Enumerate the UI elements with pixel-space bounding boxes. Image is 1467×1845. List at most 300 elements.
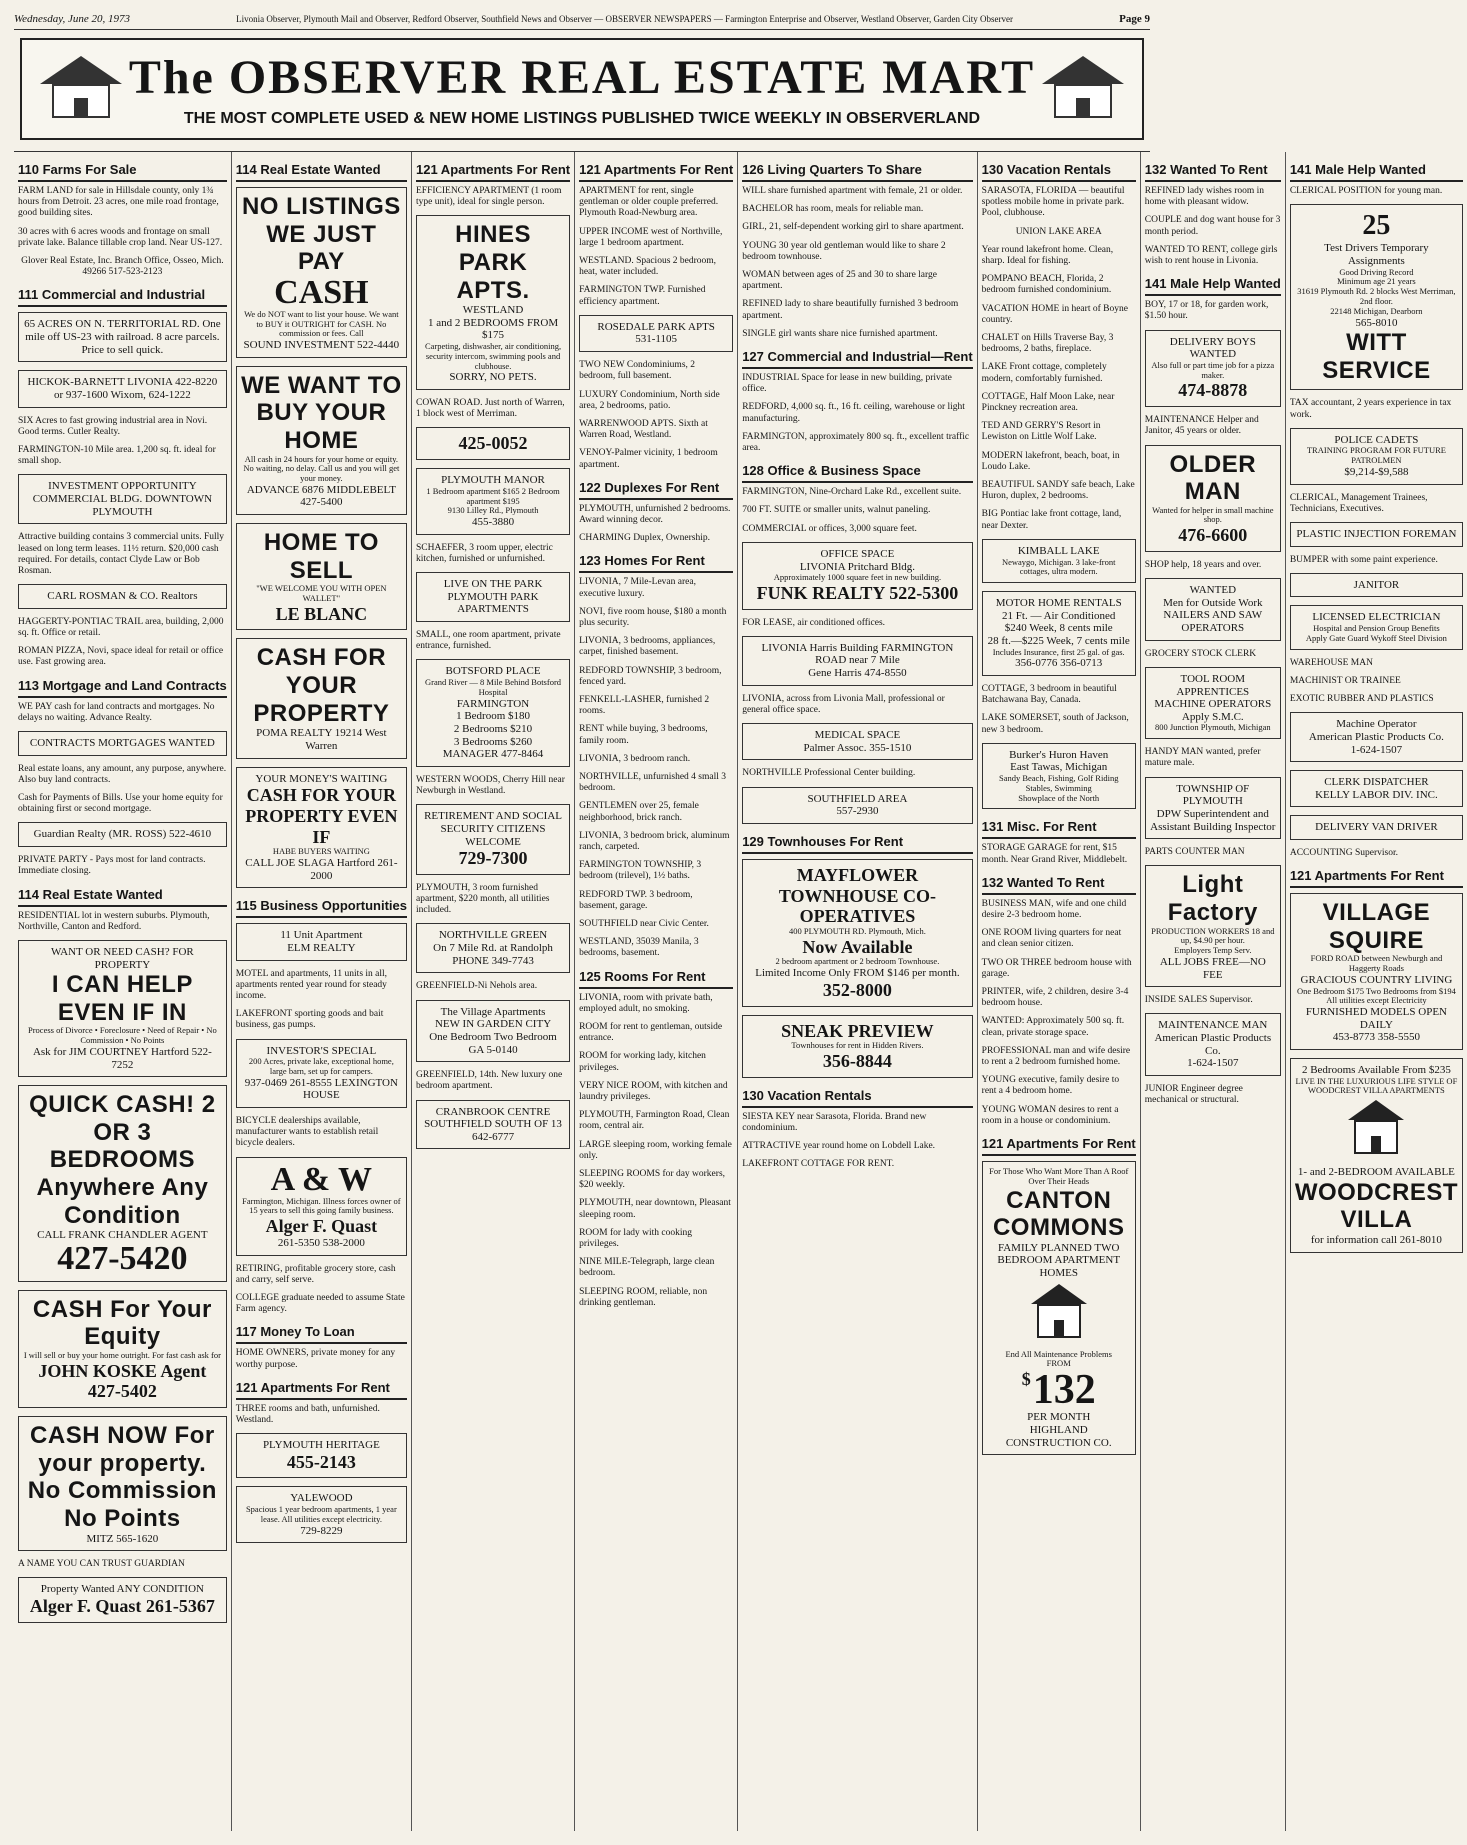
classified-ad <box>742 542 972 610</box>
ad-headline: WOODCREST VILLA <box>1294 1178 1458 1234</box>
classified-ad <box>236 366 407 515</box>
ad-contact: SOUTHFIELD SOUTH OF 13 642-6777 <box>424 1118 562 1143</box>
ad-headline: 25 <box>1362 210 1391 242</box>
ad-headline: CASH FOR YOUR PROPERTY <box>253 644 390 727</box>
column-2 <box>232 152 412 1831</box>
section-heading: 115 Business Opportunities <box>236 896 407 918</box>
classified-ad: ATTRACTIVE year round home on Lobdell Lake. <box>742 1141 936 1152</box>
ad-body: American Plastic Products Co. <box>1154 1032 1272 1057</box>
ad-contact: ELM REALTY <box>287 941 356 954</box>
ad-body: FORD ROAD between Newburgh and Haggerty Roads <box>1310 953 1443 974</box>
ad-headline: WANTED <box>1189 584 1237 597</box>
ad-body: For Those Who Want More Than A Roof Over Their Heads <box>989 1166 1129 1186</box>
classified-ad: YOUNG 30 year old gentleman would like to share 2 bedroom townhouse. <box>742 240 946 262</box>
classified-ad: SLEEPING ROOM, reliable, non drinking gentleman. <box>579 1286 708 1308</box>
ad-headline: 11 Unit Apartment <box>280 929 363 942</box>
ad-body: 22148 Michigan, Dearborn <box>1330 305 1423 316</box>
classified-ad <box>236 923 407 960</box>
ad-contact: 261-5350 538-2000 <box>277 1236 365 1249</box>
ad-headline: HINES PARK APTS. <box>455 221 531 304</box>
ad-body: 28 ft.—$225 Week, 7 cents mile <box>987 634 1130 647</box>
classified-ad: REDFORD TOWNSHIP, 3 bedroom, fenced yard. <box>579 665 722 687</box>
ad-headline: The Village Apartments <box>440 1005 546 1018</box>
ad-body: 2 Bedrooms $210 <box>453 722 533 735</box>
classified-ad: COMMERCIAL or offices, 3,000 square feet. <box>742 523 917 534</box>
ad-headline: MOTOR HOME RENTALS <box>995 597 1122 610</box>
masthead-title: The OBSERVER REAL ESTATE MART <box>128 51 1036 104</box>
classified-ad: SIESTA KEY near Sarasota, Florida. Brand new condominium. <box>742 1111 927 1133</box>
ad-headline: CASH NOW For your property. No Commission No Points <box>27 1422 217 1532</box>
classified-ad <box>1290 605 1463 649</box>
house-icon <box>1295 1100 1458 1162</box>
section-heading: 132 Wanted To Rent <box>1145 160 1281 182</box>
ad-body: One Bedroom $175 Two Bedrooms from $194 <box>1296 985 1456 996</box>
classified-ad: NOVI, five room house, $180 a month plus security. <box>579 606 727 628</box>
classified-ad <box>236 1157 407 1256</box>
ad-contact: HIGHLAND CONSTRUCTION CO. <box>1005 1423 1112 1449</box>
classified-ad <box>416 468 570 535</box>
ad-headline: Light Factory <box>1167 871 1258 926</box>
classified-ad <box>416 659 570 766</box>
ad-headline: NO LISTINGS WE JUST PAY <box>241 193 401 276</box>
classified-ad <box>742 636 972 686</box>
classified-ad: BIG Pontiac lake front cottage, land, near Dexter. <box>981 509 1122 531</box>
classified-ad: BICYCLE dealerships available, manufacturer wants to establish retail bicycle dealers. <box>235 1116 379 1149</box>
ad-contact: Alger F. Quast <box>265 1216 378 1237</box>
ad-body: 9130 Lilley Rd., Plymouth <box>447 505 539 516</box>
classified-ad: CHARMING Duplex, Ownership. <box>579 533 710 544</box>
classified-ad: SARASOTA, FLORIDA — beautiful spotless mobile home in private park. Pool, clubhouse. <box>981 186 1125 219</box>
classified-ad: 65 ACRES ON N. TERRITORIAL RD. One mile off US-23 with railroad. 8 acre parcels. Price to sell quick. <box>18 312 227 362</box>
ad-headline: DELIVERY BOYS WANTED <box>1169 335 1256 361</box>
classified-ad: SIX Acres to fast growing industrial area in Novi. Good terms. Cutler Realty. <box>18 415 208 437</box>
classified-ad: SMALL, one room apartment, private entrance, furnished. <box>415 630 561 652</box>
classified-ad: Cash for Payments of Bills. Use your home equity for obtaining first or second mortgage. <box>18 793 223 815</box>
ad-body: End All Maintenance Problems <box>1005 1348 1112 1359</box>
classified-ad: ACCOUNTING Supervisor. <box>1289 848 1399 859</box>
classified-ad: VACATION HOME in heart of Boyne country. <box>981 303 1128 325</box>
classified-ad: HAGGERTY-PONTIAC TRAIL area, building, 2,000 sq. ft. Office or retail. <box>18 616 224 639</box>
column-3 <box>412 152 575 1831</box>
classified-ad <box>1145 777 1281 840</box>
ad-contact: 565-8010 <box>1355 316 1398 329</box>
classified-ad: FARMINGTON, Nine-Orchard Lake Rd., excellent suite. <box>742 487 962 498</box>
classified-ad <box>18 1416 227 1551</box>
ad-contact: JOHN KOSKE Agent 427-5402 <box>38 1360 207 1402</box>
ad-body: PRODUCTION WORKERS 18 and up, $4.90 per hour. <box>1151 925 1275 946</box>
ad-body: Apply S.M.C. <box>1181 710 1244 723</box>
classified-ad: GREENFIELD, 14th. New luxury one bedroom apartment. <box>415 1070 563 1092</box>
classified-ad <box>236 1486 407 1543</box>
classified-ad <box>236 1433 407 1478</box>
classified-ad: TWO NEW Condominiums, 2 bedroom, full basement. <box>579 360 696 382</box>
ad-headline: GRACIOUS COUNTRY LIVING <box>1300 973 1453 986</box>
classified-ad: FARMINGTON TOWNSHIP, 3 bedroom (trilevel), 1½ baths. <box>579 860 702 882</box>
ad-body: DPW Superintendent and Assistant Building Inspector <box>1150 807 1276 833</box>
ad-body: Farmington, Michigan. Illness forces owner of 15 years to sell this going family business. <box>242 1195 401 1216</box>
ad-headline: CLERK DISPATCHER <box>1324 776 1429 789</box>
ad-contact: 476-6600 <box>1178 525 1248 546</box>
section-heading: 141 Male Help Wanted <box>1145 274 1281 296</box>
classified-ad: FENKELL-LASHER, furnished 2 rooms. <box>579 694 710 717</box>
ad-body: American Plastic Products Co. <box>1308 730 1444 743</box>
classified-ad: WAREHOUSE MAN <box>1289 657 1373 668</box>
ad-contact: 557-2930 <box>836 805 879 818</box>
classified-ad <box>1145 1013 1281 1076</box>
house-icon <box>987 1284 1131 1346</box>
section-heading: 121 Apartments For Rent <box>579 160 733 182</box>
classified-ad: SLEEPING ROOMS for day workers, $20 weekly. <box>579 1169 726 1191</box>
section-heading: 113 Mortgage and Land Contracts <box>18 676 227 698</box>
ad-headline: Property Wanted ANY CONDITION <box>40 1583 204 1596</box>
classified-ad: WESTLAND, 35039 Manila, 3 bedrooms, basement. <box>579 937 699 959</box>
classified-ad <box>236 1039 407 1108</box>
classified-ad <box>982 591 1136 676</box>
classified-ad: GIRL, 21, self-dependent working girl to share apartment. <box>742 222 964 233</box>
classified-ad: REDFORD TWP. 3 bedroom, basement, garage. <box>579 889 693 911</box>
ad-headline: CANTON COMMONS <box>992 1186 1125 1242</box>
classified-ad: BOY, 17 or 18, for garden work, $1.50 hour. <box>1144 300 1269 322</box>
ad-body: SORRY, NO PETS. <box>449 371 537 384</box>
classified-ad <box>416 1100 570 1150</box>
ad-headline: A & W <box>270 1160 373 1198</box>
classified-ad: Guardian Realty (MR. ROSS) 522-4610 <box>18 822 227 847</box>
classified-ad <box>1145 865 1281 987</box>
classified-ad: LAKEFRONT COTTAGE FOR RENT. <box>742 1159 895 1170</box>
ad-headline: LIVONIA Harris Building FARMINGTON ROAD near 7 Mile <box>761 641 954 667</box>
classified-ad: 700 FT. SUITE or smaller units, walnut paneling. <box>742 505 931 516</box>
classified-ad <box>416 215 570 390</box>
ad-headline: OFFICE SPACE <box>820 547 895 560</box>
section-heading: 129 Townhouses For Rent <box>742 832 972 854</box>
classified-ad <box>982 539 1136 583</box>
column-7 <box>1141 152 1286 1831</box>
ad-headline: I CAN HELP EVEN IF IN <box>51 971 193 1026</box>
section-heading: 122 Duplexes For Rent <box>579 478 733 500</box>
classified-ad: LIVONIA, 3 bedrooms, appliances, carpet, finished basement. <box>579 636 716 658</box>
classified-ad: RENT while buying, 3 bedrooms, family room. <box>579 724 708 746</box>
ad-body: PER MONTH <box>1027 1411 1091 1424</box>
ad-body: Apply Gate Guard Wykoff Steel Division <box>1305 632 1447 643</box>
classified-ad <box>742 1015 972 1078</box>
classified-ad <box>416 923 570 973</box>
section-heading: 114 Real Estate Wanted <box>236 160 407 182</box>
section-heading: 110 Farms For Sale <box>18 160 227 182</box>
ad-body: HABE BUYERS WAITING <box>272 846 370 857</box>
classified-ad <box>742 723 972 760</box>
classified-ad: HOME OWNERS, private money for any worthy purpose. <box>235 1348 396 1370</box>
classified-ad: PARTS COUNTER MAN <box>1144 847 1245 858</box>
section-heading: 130 Vacation Rentals <box>982 160 1136 182</box>
ad-phone: 425-0052 <box>458 433 528 454</box>
classified-ad: EFFICIENCY APARTMENT (1 room type unit), ideal for single person. <box>415 186 562 208</box>
classified-ad: FOR LEASE, air conditioned offices. <box>742 617 886 628</box>
classified-ad <box>1290 1058 1463 1253</box>
classified-ad: CHALET on Hills Traverse Bay, 3 bedrooms, 2 baths, fireplace. <box>981 333 1114 355</box>
classified-ad: WILL share furnished apartment with female, 21 or older. <box>742 186 963 196</box>
ad-body: Carpeting, dishwasher, air conditioning, security intercom, swimming pools and clubhouse. <box>424 341 562 371</box>
classified-ad: APARTMENT for rent, single gentleman or older couple preferred. Plymouth Road-Newburg area. <box>579 186 719 219</box>
classified-ad <box>982 1161 1136 1455</box>
classified-ad: INSIDE SALES Supervisor. <box>1144 995 1253 1006</box>
section-heading: 121 Apartments For Rent <box>982 1134 1136 1156</box>
classified-ad: WESTLAND. Spacious 2 bedroom, heat, water included. <box>579 256 717 278</box>
classified-ad <box>1290 204 1463 390</box>
classified-ad: WANTED TO RENT, college girls wish to rent house in Livonia. <box>1144 244 1278 267</box>
ad-headline: YOUR MONEY'S WAITING <box>255 772 388 785</box>
ad-contact: 1-624-1507 <box>1350 743 1403 756</box>
ad-body: 21 Ft. — Air Conditioned <box>1002 609 1116 622</box>
classified-ad: BACHELOR has room, meals for reliable man. <box>742 204 924 215</box>
ad-body: Newaygo, Michigan. 3 lake-front cottages, ultra modern. <box>1001 556 1116 577</box>
classified-ad: JUNIOR Engineer degree mechanical or structural. <box>1144 1083 1243 1106</box>
date: Wednesday, June 20, 1973 <box>14 12 130 25</box>
classified-ad <box>1290 712 1463 762</box>
classified-ad: SHOP help, 18 years and over. <box>1144 559 1262 570</box>
classified-ad: YOUNG executive, family desire to rent a 4 bedroom home. <box>981 1075 1120 1097</box>
classified-ad: GENTLEMEN over 25, female neighborhood, brick ranch. <box>579 801 699 823</box>
classified-ad <box>236 638 407 758</box>
section-heading: 132 Wanted To Rent <box>982 873 1136 895</box>
ad-body: "WE WELCOME YOU WITH OPEN WALLET" <box>256 583 387 604</box>
classified-ad: STORAGE GARAGE for rent, $15 month. Near Grand River, Middlebelt. <box>981 843 1128 865</box>
classified-ad: MODERN lakefront, beach, boat, in Loudo Lake. <box>981 450 1120 472</box>
ad-body: East Tawas, Michigan <box>1010 761 1108 774</box>
ad-headline: HOME TO SELL <box>263 529 379 584</box>
ad-headline: RETIREMENT AND SOCIAL SECURITY CITIZENS WELCOME <box>424 810 562 848</box>
ad-body: Good Driving Record <box>1339 266 1414 277</box>
ad-headline: CASH For Your Equity <box>32 1295 212 1351</box>
classified-ad <box>18 1577 227 1622</box>
classified-ad <box>416 1000 570 1063</box>
classified-ad: ROOM for rent to gentleman, outside entrance. <box>579 1022 723 1044</box>
ad-body: TRAINING PROGRAM FOR FUTURE PATROLMEN <box>1306 445 1446 466</box>
ad-headline: NEW IN GARDEN CITY <box>434 1018 552 1031</box>
classified-ad: REFINED lady wishes room in home with pleasant widow. <box>1144 186 1265 208</box>
classified-ad: A NAME YOU CAN TRUST GUARDIAN <box>18 1559 185 1570</box>
classified-ad <box>18 1290 227 1408</box>
section-heading: 123 Homes For Rent <box>579 551 733 573</box>
ad-contact: 453-8773 358-5550 <box>1332 1031 1420 1044</box>
ad-headline: NORTHVILLE GREEN <box>438 929 548 942</box>
classified-ad <box>982 743 1136 810</box>
ad-headline: BOTSFORD PLACE <box>445 665 541 678</box>
section-heading: 111 Commercial and Industrial <box>18 285 227 307</box>
ad-headline: Now Available <box>802 936 913 957</box>
section-heading: 128 Office & Business Space <box>742 461 972 483</box>
section-heading: 117 Money To Loan <box>236 1322 407 1344</box>
classified-ad: RETIRING, profitable grocery store, cash and carry, self serve. <box>235 1263 396 1285</box>
ad-body: Employers Temp Serv. <box>1174 945 1252 956</box>
classified-ad: ROOM for lady with cooking privileges. <box>579 1227 693 1250</box>
classified-ad: RESIDENTIAL lot in western suburbs. Plymouth, Northville, Canton and Redford. <box>18 910 210 932</box>
ad-body: We do NOT want to list your house. We want to BUY it OUTRIGHT for CASH. No commission or fees. Call <box>244 308 399 339</box>
classified-ad <box>579 315 733 352</box>
ad-body: 1 and 2 BEDROOMS FROM $175 <box>427 316 559 342</box>
classified-ad: ROOM for working lady, kitchen privileges. <box>579 1051 706 1073</box>
page-number: Page 9 <box>1119 12 1150 25</box>
classified-ad: PROFESSIONAL man and wife desire to rent a 2 bedroom furnished home. <box>981 1045 1131 1068</box>
classified-ad: DELIVERY VAN DRIVER <box>1290 815 1463 840</box>
classified-ad: CARL ROSMAN & CO. Realtors <box>18 584 227 609</box>
classified-ad <box>236 767 407 889</box>
ad-headline: MAYFLOWER TOWNHOUSE CO-OPERATIVES <box>778 864 937 927</box>
section-heading: 121 Apartments For Rent <box>416 160 570 182</box>
ad-body: Includes Insurance, first 25 gal. of gas. <box>992 646 1125 657</box>
ad-body: 400 PLYMOUTH RD. Plymouth, Mich. <box>789 925 926 936</box>
top-line <box>14 8 1150 30</box>
classified-ad: REFINED lady to share beautifully furnished 3 bedroom apartment. <box>742 299 959 321</box>
classified-ad: BUSINESS MAN, wife and one child desire 2-3 bedroom home. <box>981 898 1127 921</box>
ad-contact: 352-8000 <box>822 979 892 1000</box>
ad-body: 3 Bedrooms $260 <box>453 735 533 748</box>
ad-body: All utilities except Electricity <box>1326 995 1427 1006</box>
ad-body: Showplace of the North <box>1018 792 1100 803</box>
ad-body: 1- and 2-BEDROOM AVAILABLE <box>1297 1166 1455 1179</box>
classified-ad: COLLEGE graduate needed to assume State Farm agency. <box>235 1292 405 1315</box>
ad-contact: 455-2143 <box>286 1451 356 1472</box>
ad-body: Grand River — 8 Mile Behind Botsford Hospital <box>425 677 562 697</box>
ad-headline: ROSEDALE PARK APTS <box>597 320 715 333</box>
classified-ad <box>236 187 407 358</box>
classified-ad: GREENFIELD-Ni Nehols area. <box>415 981 538 992</box>
ad-contact: POMA REALTY 19214 West Warren <box>256 727 387 752</box>
classified-ad: LARGE sleeping room, working female only. <box>579 1139 732 1161</box>
ad-contact: 474-8878 <box>1178 380 1248 401</box>
classified-ad: COTTAGE, Half Moon Lake, near Pinckney recreation area. <box>981 391 1115 414</box>
price-amount: 132 <box>1032 1367 1096 1414</box>
ad-headline: TOOL ROOM APPRENTICES MACHINE OPERATORS <box>1154 672 1272 711</box>
ad-body: Minimum age 21 years <box>1337 276 1416 287</box>
ad-headline: SOUTHFIELD AREA <box>807 792 908 805</box>
ad-headline: LIVONIA Pritchard Bldg. <box>799 560 916 573</box>
classified-ad: CLERICAL POSITION for young man. <box>1289 186 1443 196</box>
ad-headline: FURNISHED MODELS OPEN DAILY <box>1305 1006 1447 1031</box>
classified-ad: REDFORD, 4,000 sq. ft., 16 ft. ceiling, warehouse or light manufacturing. <box>742 402 965 424</box>
classified-ad: PLASTIC INJECTION FOREMAN <box>1290 522 1463 547</box>
ad-contact: 937-0469 261-8555 LEXINGTON HOUSE <box>244 1076 398 1102</box>
ad-headline: YALEWOOD <box>290 1492 353 1505</box>
ad-contact: Ask for JIM COURTNEY Hartford 522-7252 <box>32 1045 212 1071</box>
ad-headline: NAILERS AND SAW OPERATORS <box>1163 609 1263 635</box>
ad-headline: CASH <box>274 273 369 311</box>
classified-ad: INDUSTRIAL Space for lease in new building, private office. <box>742 373 952 395</box>
classified-ad: LAKE Front cottage, completely modern, comfortably furnished. <box>981 362 1107 384</box>
classified-ad: 30 acres with 6 acres woods and frontage on small private lake. Balance tillable crop land. Near US-127. <box>18 226 223 248</box>
classified-ad: LAKEFRONT sporting goods and bait business, gas pumps. <box>235 1009 384 1031</box>
classified-ad: LUXURY Condominium, North side area, 2 bedrooms, patio. <box>579 389 720 411</box>
classified-ad: PLYMOUTH, 3 room furnished apartment, $220 month, all utilities included. <box>415 882 550 916</box>
ad-contact: SOUND INVESTMENT 522-4440 <box>243 339 400 352</box>
section-heading: 126 Living Quarters To Share <box>742 160 972 182</box>
section-heading: 127 Commercial and Industrial—Rent <box>742 347 972 369</box>
ad-contact: 531-1105 <box>635 333 678 346</box>
ad-contact: PHONE 349-7743 <box>452 954 534 967</box>
ad-headline: SNEAK PREVIEW <box>781 1020 934 1041</box>
classified-ad: NORTHVILLE Professional Center building. <box>742 768 916 779</box>
column-8 <box>1286 152 1467 1831</box>
classified-ad <box>742 859 972 1007</box>
ad-headline: WITT SERVICE <box>1322 329 1431 384</box>
classified-ad: ONE ROOM living quarters for neat and clean senior citizen. <box>981 928 1122 950</box>
ad-contact: 455-3880 <box>471 516 515 529</box>
classified-ad: LIVONIA, 3 bedroom ranch. <box>579 753 691 764</box>
ad-contact: 1-624-1507 <box>1187 1057 1239 1070</box>
classified-ad <box>1145 667 1281 739</box>
ad-contact: CALL JOE SLAGA Hartford 261-2000 <box>245 857 398 882</box>
classified-ad: TED AND GERRY'S Resort in Lewiston on Little Wolf Lake. <box>981 421 1101 443</box>
ad-headline: VILLAGE SQUIRE <box>1322 899 1431 954</box>
classified-ad <box>1145 445 1281 552</box>
classified-ad: MOTEL and apartments, 11 units in all, apartments rented year round for steady income. <box>235 968 388 1001</box>
classified-ad: COTTAGE, 3 bedroom in beautiful Batchawana Bay, Canada. <box>981 684 1117 706</box>
ad-body: Approximately 1000 square feet in new building. <box>773 572 942 583</box>
classified-ad: Real estate loans, any amount, any purpose, anywhere. Also buy land contracts. <box>18 763 227 785</box>
ad-body: LIVE IN THE LUXURIOUS LIFE STYLE OF WOODCREST VILLA APARTMENTS <box>1295 1075 1458 1096</box>
classified-ad: PLYMOUTH, near downtown, Pleasant sleeping room. <box>579 1198 731 1220</box>
classified-ad: LIVONIA, 7 Mile-Levan area, executive luxury. <box>579 577 696 599</box>
classified-ad: COUPLE and dog want house for 3 month period. <box>1144 215 1281 237</box>
classified-ad: LIVONIA, across from Livonia Mall, professional or general office space. <box>742 693 945 715</box>
classified-ad: WANTED: Approximately 500 sq. ft. clean, private storage space. <box>981 1016 1125 1038</box>
classified-ad: JANITOR <box>1290 573 1463 598</box>
ad-headline: POLICE CADETS <box>1334 433 1419 446</box>
ad-contact: MANAGER 477-8464 <box>442 748 544 761</box>
classified-ad: NORTHVILLE, unfurnished 4 small 3 bedroom. <box>579 771 727 794</box>
classified-ad: SOUTHFIELD near Civic Center. <box>579 919 709 930</box>
classified-ad: LIVONIA, room with private bath, employed adult, no smoking. <box>579 992 713 1014</box>
classified-ad: HANDY MAN wanted, prefer mature male. <box>1144 747 1261 769</box>
classified-ad <box>742 787 972 824</box>
ad-headline: CASH FOR YOUR PROPERTY EVEN IF <box>245 785 398 847</box>
classified-ad: PLYMOUTH, Farmington Road, Clean room, central air. <box>579 1110 730 1132</box>
classified-ad: CLERICAL, Management Trainees, Technicians, Executives. <box>1289 492 1428 514</box>
classified-ad <box>18 1085 227 1282</box>
ad-headline: TOWNSHIP OF PLYMOUTH <box>1176 782 1250 808</box>
ad-body: $9,214-$9,588 <box>1344 465 1409 478</box>
classified-ad <box>416 804 570 875</box>
classified-ad: ROMAN PIZZA, Novi, space ideal for retail or office use. Fast growing area. <box>18 646 224 668</box>
classified-ad: WOMAN between ages of 25 and 30 to share large apartment. <box>742 270 937 292</box>
ad-headline: 2 Bedrooms Available From $235 <box>1301 1064 1451 1077</box>
classified-ad: FARM LAND for sale in Hillsdale county, only 1¾ hours from Detroit. 23 acres, one mile road frontage, good building sites. <box>18 186 219 219</box>
ad-contact: MITZ 565-1620 <box>86 1532 159 1545</box>
classified-ad: Attractive building contains 3 commercial units. Fully leased on long term leases. 11½ return. $20,000 cash required. For details, contact Clyde Law or Bob Rosman. <box>18 532 225 576</box>
classified-ad <box>1290 428 1463 485</box>
ad-body: ALL JOBS FREE—NO FEE <box>1159 955 1266 981</box>
classified-ad: LIVE ON THE PARK PLYMOUTH PARK APARTMENTS <box>416 572 570 622</box>
classified-ad: VENOY-Palmer vicinity, 1 bedroom apartment. <box>579 448 718 470</box>
ad-headline: KIMBALL LAKE <box>1017 544 1100 557</box>
ad-body: 200 Acres, private lake, exceptional home, large barn, set up for campers. <box>248 1056 394 1076</box>
classified-ad: VERY NICE ROOM, with kitchen and laundry privileges. <box>579 1080 728 1103</box>
ad-contact: Gene Harris 474-8550 <box>808 667 907 680</box>
classified-ad <box>416 427 570 460</box>
section-heading: 131 Misc. For Rent <box>982 817 1136 839</box>
ad-body: I will sell or buy your home outright. For fast cash ask for <box>23 1350 221 1361</box>
ad-headline: WANT OR NEED CASH? FOR PROPERTY <box>50 945 194 971</box>
classified-ad: BUMPER with some paint experience. <box>1289 554 1438 565</box>
ad-headline: CRANBROOK CENTRE <box>435 1105 551 1118</box>
ad-headline: Machine Operator <box>1336 718 1417 731</box>
masthead-subtitle: THE MOST COMPLETE USED & NEW HOME LISTINGS PUBLISHED TWICE WEEKLY IN OBSERVERLAND <box>183 110 981 127</box>
classified-ad: LAKE SOMERSET, south of Jackson, new 3 bedroom. <box>981 713 1129 735</box>
column-5 <box>738 152 977 1831</box>
dollar-sign: $ <box>1021 1369 1031 1390</box>
classified-ad: BEAUTIFUL SANDY safe beach, Lake Huron, duplex, 2 bedrooms. <box>981 480 1135 502</box>
ad-contact: 356-0776 356-0713 <box>1015 657 1103 670</box>
classified-ad <box>1290 893 1463 1050</box>
